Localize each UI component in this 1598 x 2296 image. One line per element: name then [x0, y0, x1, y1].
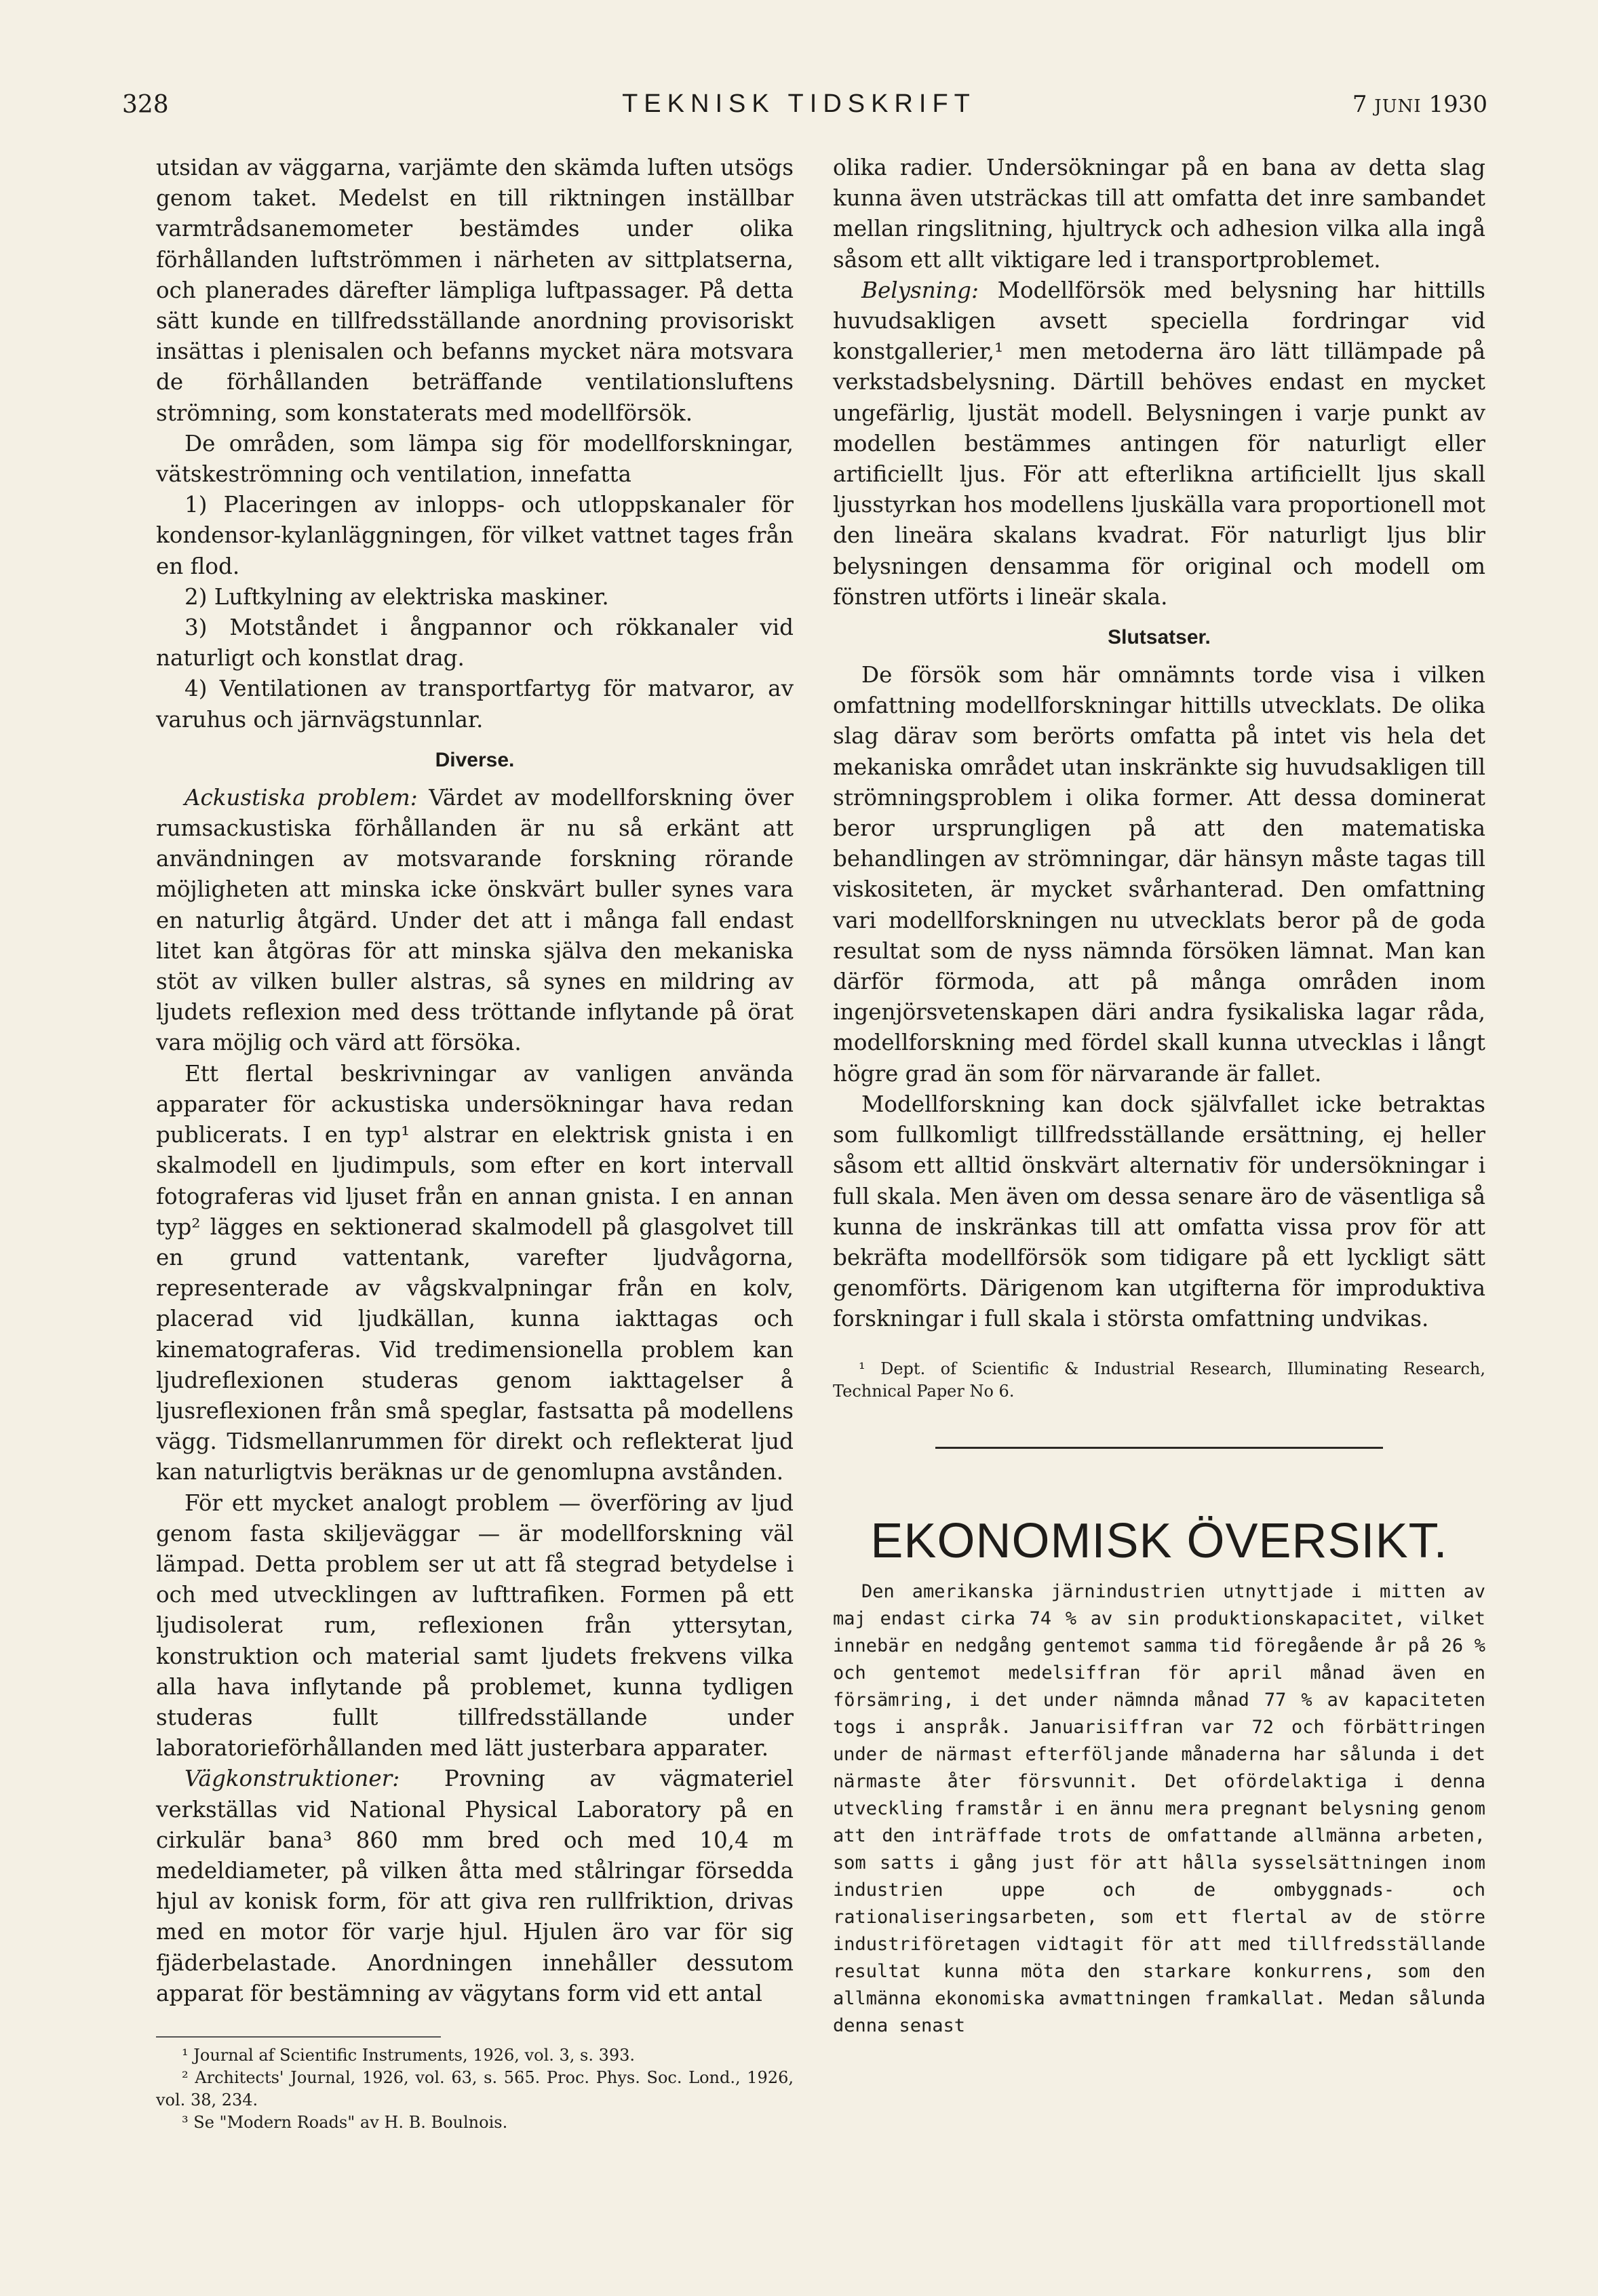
footnote: ¹ Dept. of Scientific & Industrial Research, Illuminating Research, Technical Paper No 6. [833, 1359, 1485, 1401]
paragraph: För ett mycket analogt problem — överföring av ljud genom fasta skiljeväggar — är modellforskning väl lämpad. Detta problem ser ut att få stegrad betydelse i och med utvecklingen av lufttrafiken. Formen på ett ljudisolerat rum, reflexionen från yttersytan, konstruktion och material samt ljudets frekvens vilka alla hava inflytande på problemet, kunna tydligen studeras fullt tillfredsställande under laboratorieförhållanden med lätt justerbara apparater. [156, 1490, 794, 1762]
subsection-label: Vägkonstruktioner: [184, 1766, 400, 1792]
paragraph-text: Modellförsök med belysning har hittills huvudsakligen avsett speciella fordringar vid konstgallerier,¹ men metoderna äro lätt tillämpade på verkstadsbelysning. Därtill behöves endast en mycket ungefärlig, ljustät modell. Belysningen i varje punkt av modellen bestämmes antingen för naturligt eller artificiellt ljus. För att efterlikna artificiellt ljus skall ljusstyrkan hos modellens ljuskälla vara proportionell mot den lineära skalans kvadrat. För naturligt ljus blir belysningen densamma för original och modell om fönstren utförts i lineär skala. [833, 277, 1485, 610]
page-number: 328 [122, 91, 169, 119]
footnotes [833, 1358, 1485, 1403]
paragraph-text: Värdet av modellforskning över rumsackustiska förhållanden är nu så erkänt att användningen av motsvarande forskning rörande möjligheten att minska icke önskvärt buller synes vara en naturlig åtgärd. Under det att i många fall endast litet kan åtgöras för att minska själva den mekaniska stöt av vilken buller alstras, så synes en mildring av ljudets reflexion med dess tröttande inflytande på örat vara möjlig och värd att försöka. [156, 784, 794, 1056]
section-divider [935, 1447, 1383, 1449]
right-column [833, 153, 1485, 2040]
footnote-rule [156, 2036, 441, 2038]
section-heading-diverse: Diverse. [435, 748, 515, 771]
footnote: ¹ Journal af Scientific Instruments, 1926, vol. 3, s. 393. [182, 2045, 636, 2065]
list-item: 3) Motståndet i ångpannor och rökkanaler vid naturligt och konstlat drag. [156, 615, 794, 672]
subsection-label: Ackustiska problem: [184, 784, 418, 811]
ekonomisk-oversikt-body [833, 1578, 1485, 2040]
paragraph: Ett flertal beskrivningar av vanligen använda apparater för ackustiska undersökningar hava redan publicerats. I en typ¹ alstrar en elektrisk gnista i en skalmodell en ljudimpuls, som efter en kort intervall fotograferas vid ljuset från en annan gnista. I en annan typ² lägges en sektionerad skalmodell på glasgolvet till en grund vattentank, varefter ljudvågorna, representerade av vågskvalpningar från en kolv, placerad vid ljudkällan, kunna iakttagas och kinematograferas. Vid tredimensionella problem kan ljudreflexionen studeras genom iakttagelser å ljusreflexionen från små speglar, fastsatta på modellens vägg. Tidsmellanrummen för direkt och reflekterat ljud kan naturligtvis beräknas ur de genomlupna avstånden. [156, 1060, 794, 1485]
paragraph: De försök som här omnämnts torde visa i vilken omfattning modellforskningar hittills utvecklats. De olika slag därav som berörts omfatta på intet vis hela det mekaniska området utan inskränkte sig huvudsakligen till strömningsproblem i olika former. Att dessa dominerat beror ursprungligen på att den matematiska behandlingen av strömningar, där hänsyn måste tagas till viskositeten, är mycket svårhanterad. Den omfattning vari modellforskningen nu utvecklats beror på de goda resultat som de nyss nämnda försöken lämnat. Man kan därför förmoda, att på många områden inom ingenjörsvetenskapen däri andra fysikaliska lagar råda, modellforskning med fördel skall kunna utvecklas i långt högre grad än som för närvarande är fallet. [833, 662, 1485, 1087]
left-column [156, 153, 794, 2134]
footnotes [156, 2044, 794, 2134]
issue-date [1352, 91, 1487, 118]
paragraph: Den amerikanska järnindustrien utnyttjade i mitten av maj endast cirka 74 % av sin produktionskapacitet, vilket innebär en nedgång gentemot samma tid föregående år på 26 % och gentemot medelsiffran för april månad även en försämring, i det under nämnda månad 77 % av kapaciteten togs i anspråk. Januarisiffran var 72 och förbättringen under de närmast efterföljande månaderna har sålunda i det närmaste åter försvunnit. Det ofördelaktiga i denna utveckling framstår i en ännu mera pregnant belysning genom att den inträffade trots de omfattande allmänna arbeten, som satts i gång just för att hålla sysselsättningen inom industrien uppe och de ombyggnads- och rationaliseringsarbeten, som ett flertal av de större industriföretagen vidtagit för att med tillfredsställande resultat kunna möta den starkare konkurrens, som den allmänna ekonomiska avmattningen framkallat. Medan sålunda denna senast [833, 1580, 1485, 2036]
paragraph: utsidan av väggarna, varjämte den skämda luften utsögs genom taket. Medelst en till riktningen inställbar varmtrådsanemometer bestämdes under olika förhållanden luftströmmen i närheten av sittplatserna, och planerades därefter lämpliga luftpassager. På detta sätt kunde en tillfredsställande anordning provisoriskt insättas i plenisalen och befanns mycket nära motsvara de förhållanden beträffande ventilationsluftens strömning, som konstaterats med modellförsök. [156, 155, 794, 426]
footnote: ³ Se "Modern Roads" av H. B. Boulnois. [182, 2112, 508, 2132]
list-item: 1) Placeringen av inlopps- och utloppskanaler för kondensor-kylanläggningen, för vilket vattnet tages från en flod. [156, 492, 794, 579]
page-header [0, 87, 1598, 128]
list-item: 2) Luftkylning av elektriska maskiner. [184, 583, 609, 610]
ekonomisk-oversikt-title: EKONOMISK ÖVERSIKT. [870, 1513, 1448, 1568]
paragraph-vagkonstruktioner [156, 1764, 794, 2009]
paragraph: De områden, som lämpa sig för modellforskningar, vätskeströmning och ventilation, innefatta [156, 430, 794, 488]
footnote: ² Architects' Journal, 1926, vol. 63, s. 565. Proc. Phys. Soc. Lond., 1926, vol. 38, 234. [156, 2067, 794, 2109]
date-month: JUNI [1374, 96, 1422, 117]
paragraph: Modellforskning kan dock självfallet icke betraktas som fullkomligt tillfredsställande ersättning, ej heller såsom ett alltid önskvärt alternativ för undersökningar i full skala. Men även om dessa senare äro de väsentliga så kunna de inskränkas till att omfatta vissa prov för att bekräfta modellförsök som tidigare på ett lyckligt sätt genomförts. Därigenom kan utgifterna för improduktiva forskningar i full skala i största omfattning undvikas. [833, 1091, 1485, 1332]
date-year: 1930 [1428, 91, 1487, 118]
section-heading-slutsatser: Slutsatser. [1108, 626, 1211, 649]
list-item: 4) Ventilationen av transportfartyg för matvaror, av varuhus och järnvägstunnlar. [156, 676, 794, 733]
subsection-label: Belysning: [861, 277, 979, 303]
journal-title: TEKNISK TIDSKRIFT [622, 90, 976, 118]
paragraph-ackustiska [156, 783, 794, 1059]
paragraph-text: Provning av vägmateriel verkställas vid National Physical Laboratory på en cirkulär bana³ 860 mm bred och med 10,4 m medeldiameter, på vilken åtta med stålringar försedda hjul av konisk form, för att giva ren rullfriktion, drivas med en motor för varje hjul. Hjulen äro var för sig fjäderbelastade. Anordningen innehåller dessutom apparat för bestämning av vägytans form vid ett antal [156, 1766, 794, 2006]
paragraph-belysning [833, 275, 1485, 612]
date-day: 7 [1352, 91, 1367, 118]
paragraph: olika radier. Undersökningar på en bana av detta slag kunna även utsträckas till att omfatta det inre sambandet mellan ringslitning, hjultryck och adhesion vilka alla ingå såsom ett allt viktigare led i transportproblemet. [833, 155, 1485, 273]
